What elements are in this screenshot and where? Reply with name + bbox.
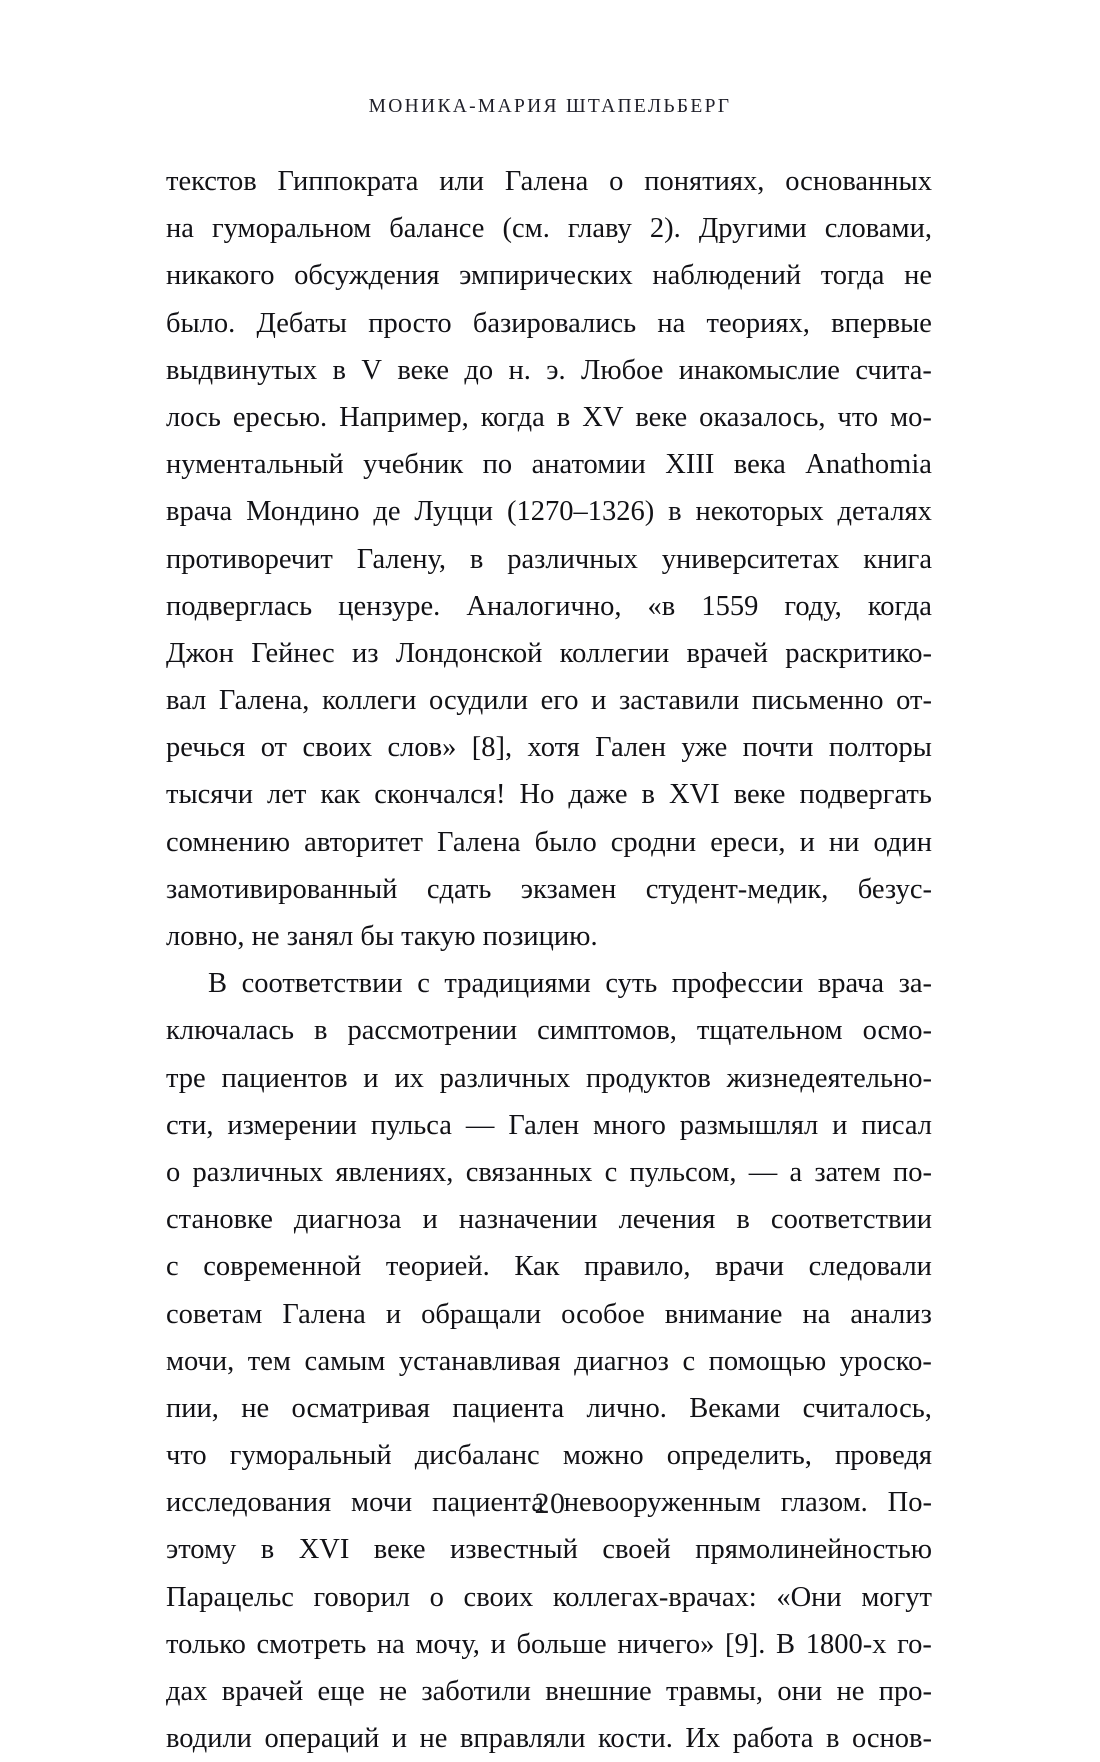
word: э. — [546, 354, 566, 386]
word: году, — [784, 590, 842, 622]
word: Их — [685, 1723, 721, 1755]
word: продуктов — [585, 1062, 711, 1094]
text-line — [166, 441, 932, 488]
word: Галена — [437, 826, 521, 858]
word: не — [419, 1723, 448, 1755]
word: (1270–1326) — [506, 496, 655, 528]
body-text-block — [166, 158, 932, 1762]
word: диагноз — [574, 1345, 669, 1377]
word: «Они — [776, 1581, 842, 1613]
word: от — [260, 732, 288, 764]
word: водили — [166, 1723, 252, 1755]
word: в — [556, 401, 571, 433]
word: Гален — [508, 1109, 580, 1141]
text-line — [166, 1338, 932, 1385]
word: мочи, — [166, 1345, 235, 1377]
word: письменно — [751, 685, 884, 717]
word: н. — [508, 354, 531, 386]
word: они — [777, 1676, 823, 1707]
text-line — [166, 724, 932, 771]
word: операций — [264, 1723, 380, 1755]
word: в — [736, 1204, 750, 1236]
word: своих — [463, 1581, 534, 1613]
word: своей — [602, 1534, 671, 1566]
word: мо- — [890, 401, 932, 433]
word: один — [873, 826, 932, 858]
word: в — [668, 496, 682, 528]
word: Лондонской — [395, 637, 543, 669]
text-line — [166, 536, 932, 583]
word: Парацельс — [166, 1581, 294, 1613]
word: самым — [304, 1345, 386, 1377]
word: современной — [203, 1251, 362, 1283]
word: в — [314, 1015, 328, 1047]
word: Гален — [595, 732, 666, 764]
word: Anathomia — [805, 449, 932, 481]
word: коллегах-врачах: — [552, 1581, 757, 1613]
word: не — [836, 1676, 865, 1707]
word: помощью — [708, 1345, 827, 1377]
word: обращали — [421, 1298, 542, 1330]
word: с — [166, 1251, 179, 1283]
word: нументальный — [166, 449, 344, 481]
word: связанных — [465, 1156, 593, 1188]
word: могут — [861, 1581, 932, 1613]
word: много — [593, 1109, 666, 1141]
word: Например, — [339, 401, 469, 433]
word: когда — [480, 401, 545, 433]
word: де — [373, 496, 401, 528]
word: — — [748, 1156, 778, 1188]
word: традициями — [444, 968, 591, 1000]
word: Мондино — [246, 496, 360, 528]
word: осмо- — [862, 1015, 932, 1047]
word: слов» — [387, 732, 457, 764]
word: правило, — [584, 1251, 691, 1283]
word: цензуре. — [338, 590, 441, 622]
word: XVI — [669, 779, 720, 811]
word: замотивированный — [166, 873, 398, 905]
word: гуморальном — [211, 213, 372, 245]
word: деталях — [837, 496, 932, 528]
word: суть — [605, 968, 658, 1000]
word: лично. — [586, 1392, 667, 1424]
text-line — [166, 1055, 932, 1102]
word: диагноза — [293, 1204, 402, 1236]
word: было — [534, 826, 597, 858]
word: авторитет — [304, 826, 423, 858]
text-line — [166, 1196, 932, 1243]
word: Галена — [504, 166, 589, 197]
word: а — [789, 1156, 803, 1188]
text-line — [166, 1007, 932, 1054]
word: полторы — [828, 732, 932, 764]
word: когда — [867, 590, 932, 622]
word: на — [376, 1628, 405, 1660]
word: пациента — [452, 1392, 565, 1424]
word: Галена, — [218, 685, 310, 717]
word: почти — [742, 732, 814, 764]
word: — — [465, 1109, 495, 1141]
word: различных — [439, 1062, 571, 1094]
word: мочи — [351, 1487, 413, 1519]
word: 1800-х — [805, 1628, 887, 1660]
text-line — [166, 1102, 932, 1149]
text-line — [166, 771, 932, 818]
word: работа — [732, 1723, 814, 1755]
word: скончался! — [374, 779, 506, 811]
running-head-author: МОНИКА-МАРИЯ ШТАПЕЛЬБЕРГ — [368, 96, 732, 117]
word: инакомыслие — [678, 354, 840, 386]
word: внешние — [545, 1676, 652, 1707]
word: веке — [733, 779, 786, 811]
word: было. — [166, 307, 236, 339]
text-line — [166, 394, 932, 441]
word: текстов — [166, 166, 257, 197]
word: больше — [516, 1628, 607, 1660]
word: определить, — [666, 1440, 812, 1472]
word: его — [540, 685, 579, 717]
text-line — [166, 252, 932, 299]
word: пульсом, — [629, 1156, 737, 1188]
word: о — [166, 1156, 181, 1188]
word: В — [208, 968, 228, 1000]
word: оказалось, — [699, 401, 826, 433]
word: коллегии — [559, 637, 670, 669]
text-line — [166, 866, 932, 913]
word: с — [417, 968, 430, 1000]
word: заставили — [619, 685, 740, 717]
word: вал — [166, 685, 207, 717]
word: и — [363, 1062, 379, 1094]
word: на — [166, 213, 194, 245]
text-line — [166, 1574, 932, 1621]
word: прямолинейностью — [695, 1534, 932, 1566]
word: с — [682, 1345, 696, 1377]
word: пии, — [166, 1392, 219, 1424]
word: безус- — [857, 873, 932, 905]
word: подверглась — [166, 590, 313, 622]
word: подвергать — [799, 779, 932, 811]
word: особое — [561, 1298, 645, 1330]
word: на — [657, 307, 686, 339]
word: можно — [562, 1440, 644, 1472]
word: тем — [247, 1345, 291, 1377]
word: кости. — [597, 1723, 673, 1755]
word: в — [260, 1534, 275, 1566]
word: становке — [166, 1204, 273, 1236]
word: тысячи — [166, 779, 253, 811]
word: и — [391, 1723, 408, 1755]
word: их — [394, 1062, 424, 1094]
word: мочу, — [415, 1628, 480, 1660]
word: теориях, — [706, 307, 810, 339]
word: понятиях, — [644, 166, 765, 197]
word: 1559 — [701, 590, 759, 622]
word: про- — [878, 1676, 932, 1707]
word: экзамен — [520, 873, 617, 905]
word: от- — [896, 685, 932, 717]
word: о — [609, 166, 624, 197]
word: рассмотрении — [347, 1015, 518, 1047]
word: коллеги — [322, 685, 417, 717]
text-line — [166, 1715, 932, 1762]
word: невооруженным — [563, 1487, 761, 1519]
word: В — [776, 1628, 796, 1660]
word: XVI — [298, 1534, 350, 1566]
word: затем — [814, 1156, 881, 1188]
word: [8], — [471, 732, 513, 764]
word: еще — [317, 1676, 365, 1707]
word: ересью. — [232, 401, 328, 433]
word: тогда — [820, 260, 885, 292]
word: смотреть — [256, 1628, 367, 1660]
word: V — [361, 354, 382, 386]
word: врача — [817, 968, 885, 1000]
word: вправляли — [459, 1723, 586, 1755]
word: исследования — [166, 1487, 332, 1519]
word: ничего» — [617, 1628, 715, 1660]
word: проведя — [835, 1440, 932, 1472]
word: веке — [397, 354, 450, 386]
word: внимание — [664, 1298, 783, 1330]
text-line — [166, 677, 932, 724]
word: Но — [519, 779, 555, 811]
word: заботили — [421, 1676, 531, 1707]
word: Дебаты — [256, 307, 347, 339]
word: измерении — [227, 1109, 357, 1141]
word: базировались — [472, 307, 637, 339]
word: на — [802, 1298, 831, 1330]
word: и — [799, 826, 815, 858]
text-line — [166, 488, 932, 535]
text-line — [166, 1621, 932, 1668]
word: дах — [166, 1676, 208, 1707]
text-line — [166, 347, 932, 394]
word: и — [385, 1298, 402, 1330]
word: жизнедеятельно- — [726, 1062, 932, 1094]
word: травмы, — [666, 1676, 763, 1707]
word: XIII — [665, 449, 715, 481]
word: учебник — [363, 449, 464, 481]
word: раскритико- — [785, 637, 932, 669]
word: в — [825, 1723, 840, 1755]
word: сродни — [610, 826, 697, 858]
word: ни — [828, 826, 860, 858]
word: не — [241, 1392, 270, 1424]
word: теорией. — [385, 1251, 490, 1283]
word: университетах — [661, 543, 840, 575]
word: (см. — [502, 213, 550, 245]
word: из — [351, 637, 379, 669]
word: словами, — [824, 213, 932, 245]
text-line: ловно, не занял бы такую позицию. — [166, 921, 598, 952]
word: гуморальный — [229, 1440, 392, 1472]
word: и — [832, 1109, 848, 1141]
word: сомнению — [166, 826, 291, 858]
word: уже — [681, 732, 728, 764]
word: сти, — [166, 1109, 214, 1141]
text-line — [166, 819, 932, 866]
word: различных — [507, 543, 638, 575]
word: [9]. — [725, 1628, 766, 1660]
word: в — [469, 543, 484, 575]
word: по- — [892, 1156, 932, 1188]
word: Галена — [282, 1298, 366, 1330]
word: глазом. — [780, 1487, 868, 1519]
word: Луцци — [414, 496, 494, 528]
word: Галену, — [356, 543, 447, 575]
word: лечения — [618, 1204, 716, 1236]
text-line — [166, 205, 932, 252]
word: наблюдений — [652, 260, 802, 292]
word: только — [166, 1628, 246, 1660]
word: уроско- — [839, 1345, 932, 1377]
word: советам — [166, 1298, 263, 1330]
word: врачей — [686, 637, 768, 669]
word: в — [332, 354, 346, 386]
word: лет — [266, 779, 307, 811]
word: эмпирических — [459, 260, 633, 292]
text-line — [166, 1526, 932, 1573]
word: что — [166, 1440, 207, 1472]
word: Любое — [581, 354, 664, 386]
word: явлениях, — [335, 1156, 454, 1188]
word: основ- — [851, 1723, 932, 1755]
word: и — [422, 1204, 438, 1236]
word: не — [904, 260, 932, 292]
word: и — [490, 1628, 506, 1660]
word: врача — [166, 496, 233, 528]
word: различных — [192, 1156, 324, 1188]
word: соответствии — [770, 1204, 932, 1236]
word: осудили — [429, 685, 528, 717]
word: хотя — [527, 732, 580, 764]
word: лось — [166, 401, 221, 433]
word: устанавливая — [398, 1345, 561, 1377]
paragraph — [166, 158, 932, 960]
word: известный — [449, 1534, 578, 1566]
word: По- — [887, 1487, 932, 1519]
word: го- — [897, 1628, 932, 1660]
word: студент-медик, — [645, 873, 829, 905]
word: по — [482, 449, 513, 481]
text-line — [166, 960, 932, 1007]
word: врачей — [221, 1676, 304, 1707]
word: Гейнес — [251, 637, 335, 669]
word: врачи — [715, 1251, 784, 1283]
word: тщательном — [696, 1015, 843, 1047]
word: Гиппократа — [277, 166, 419, 197]
word: основанных — [785, 166, 932, 197]
word: книга — [863, 543, 932, 575]
word: своих — [302, 732, 373, 764]
word: Веками — [689, 1392, 781, 1424]
word: противоречит — [166, 543, 333, 575]
text-line — [166, 583, 932, 630]
text-line — [166, 158, 932, 205]
word: что — [837, 401, 879, 433]
word: 2). — [649, 213, 681, 245]
word: считалось, — [802, 1392, 932, 1424]
word: профессии — [671, 968, 804, 1000]
word: с — [604, 1156, 618, 1188]
word: как — [320, 779, 361, 811]
word: анатомии — [531, 449, 646, 481]
word: ключалась — [166, 1015, 295, 1047]
word: впервые — [831, 307, 932, 339]
word: счита- — [855, 354, 932, 386]
word: тре — [166, 1062, 206, 1094]
word: размышлял — [679, 1109, 819, 1141]
word: или — [439, 166, 484, 197]
word: писал — [861, 1109, 932, 1141]
word: пациента — [432, 1487, 544, 1519]
word: дисбаланс — [414, 1440, 540, 1472]
word: анализ — [850, 1298, 932, 1330]
text-line — [166, 1432, 932, 1479]
word: главу — [567, 213, 632, 245]
word: просто — [368, 307, 452, 339]
word: Как — [514, 1251, 560, 1283]
word: и — [591, 685, 607, 717]
word: этому — [166, 1534, 237, 1566]
word: сдать — [426, 873, 492, 905]
word: речься — [166, 732, 246, 764]
word: Другими — [698, 213, 807, 245]
word: не — [379, 1676, 408, 1707]
text-line — [166, 630, 932, 677]
text-line — [166, 1243, 932, 1290]
text-line — [166, 1149, 932, 1196]
text-line — [166, 300, 932, 347]
word: назначении — [458, 1204, 598, 1236]
page-number: 20 — [534, 1487, 566, 1520]
word: за- — [898, 968, 932, 1000]
word: никакого — [166, 260, 275, 292]
paragraph — [166, 960, 932, 1762]
word: осматривая — [291, 1392, 430, 1424]
word: о — [429, 1581, 444, 1613]
word: до — [464, 354, 494, 386]
word: веке — [373, 1534, 426, 1566]
text-line — [166, 1668, 932, 1715]
word: пульса — [370, 1109, 452, 1141]
word: Аналогично, — [466, 590, 622, 622]
word: соответствии — [241, 968, 403, 1000]
word: «в — [647, 590, 676, 622]
word: балансе — [389, 213, 485, 245]
word: даже — [568, 779, 628, 811]
word: обсуждения — [294, 260, 440, 292]
word: некоторых — [695, 496, 824, 528]
word: века — [733, 449, 786, 481]
word: веке — [635, 401, 688, 433]
word: говорил — [313, 1581, 411, 1613]
text-line — [166, 1291, 932, 1338]
word: симптомов, — [537, 1015, 677, 1047]
word: XV — [582, 401, 624, 433]
text-line — [166, 1385, 932, 1432]
word: пациентов — [221, 1062, 348, 1094]
word: ереси, — [710, 826, 786, 858]
word: Джон — [166, 637, 234, 669]
word: следовали — [808, 1251, 932, 1283]
word: в — [641, 779, 655, 811]
word: выдвинутых — [166, 354, 318, 386]
